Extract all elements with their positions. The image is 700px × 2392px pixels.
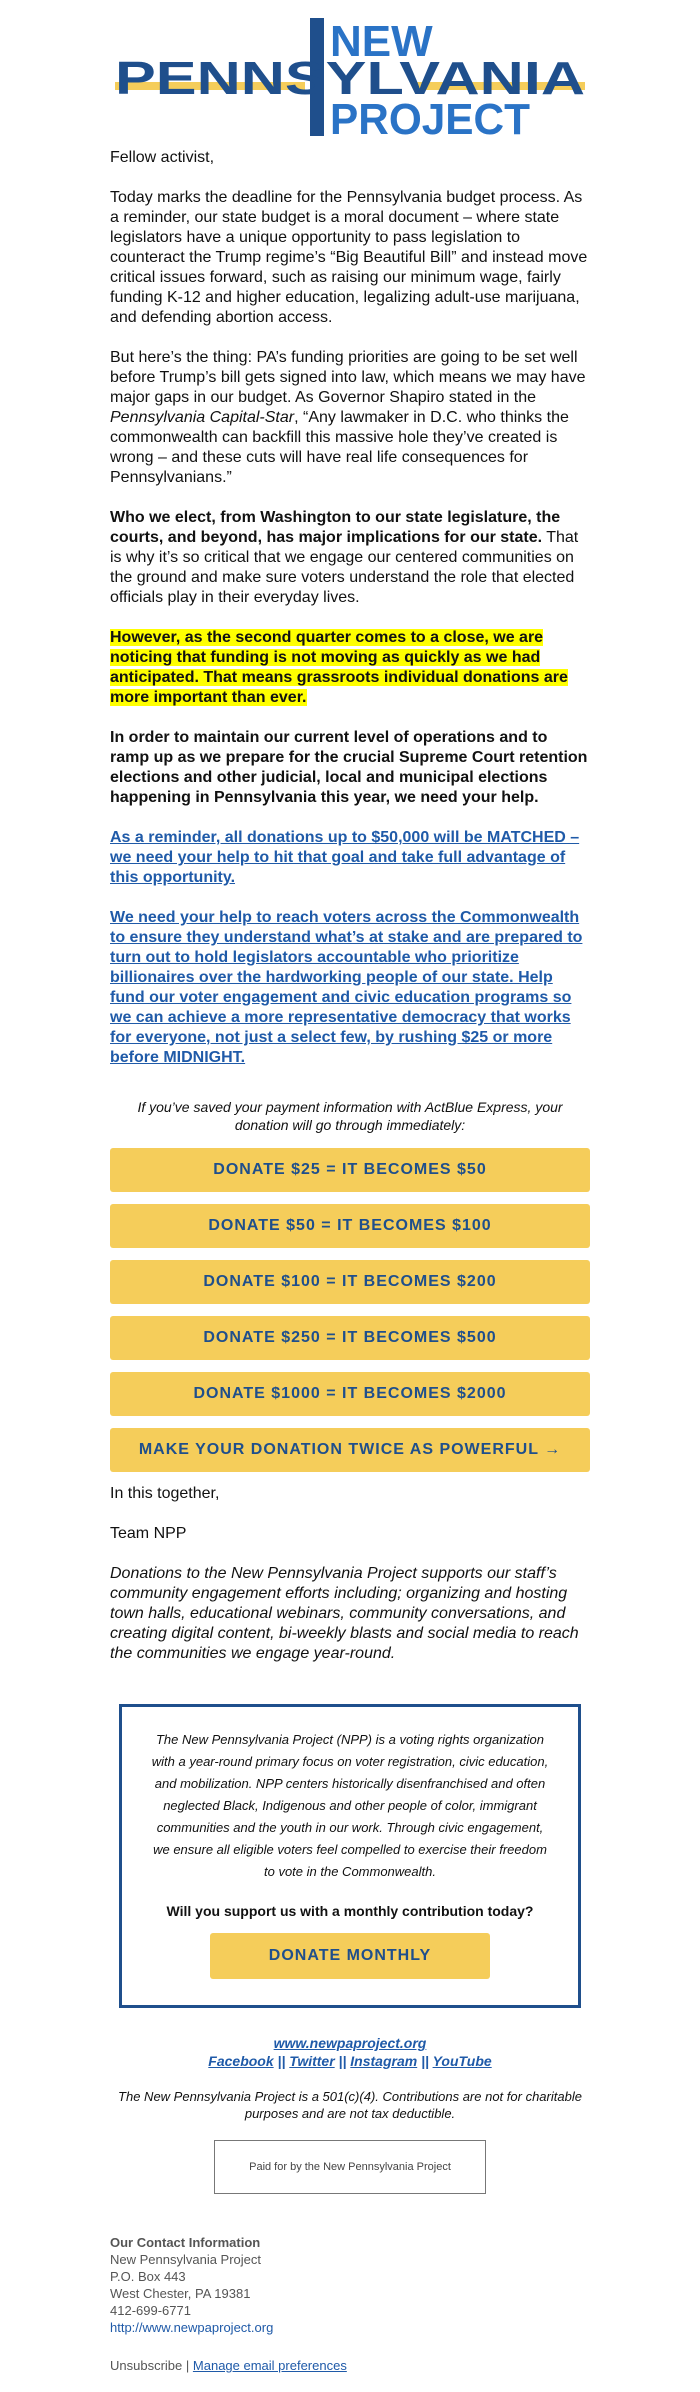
contact-website-link[interactable]: http://www.newpaproject.org [110, 2320, 274, 2335]
match-link[interactable]: As a reminder, all donations up to $50,000 will be MATCHED – we need your help to hit that goal and take full advantage of this opportunity. [110, 829, 580, 886]
legal-disclaimer: The New Pennsylvania Project is a 501(c)(4). Contributions are not for charitable purposes and are not tax deductible. [118, 2089, 582, 2121]
monthly-ask: Will you support us with a monthly contribution today? [166, 1903, 534, 1919]
contact-city: West Chester, PA 19381 [110, 2286, 251, 2301]
facebook-link[interactable]: Facebook [208, 2053, 274, 2069]
highlighted-text: However, as the second quarter comes to a close, we are noticing that funding is not moving as quickly as we had anticipated. That means grassroots individual donations are more important than ever. [110, 629, 568, 706]
org-description: The New Pennsylvania Project (NPP) is a voting rights organization with a year-round primary focus on voter registration, civic education, and mobilization. NPP centers historically disenfranchised and often neglected Black, Indigenous and other people of color, immigrant communities and the youth in our work. Through civic engagement, we ensure all eligible voters feel compelled to exercise their freedom to vote in the Commonwealth. [151, 1732, 549, 1879]
link-separator: || [421, 2053, 429, 2069]
email-body [0, 148, 700, 1664]
logo-new: NEW [330, 17, 433, 66]
donate-1000-button[interactable]: DONATE $1000 = IT BECOMES $2000 [110, 1372, 590, 1416]
footer-links [0, 2034, 700, 2070]
monthly-donation-box [119, 1704, 581, 2008]
footer [0, 2034, 700, 2194]
paragraph-reach-voters [110, 908, 590, 1068]
reach-voters-link[interactable]: We need your help to reach voters across the Commonwealth to ensure they understand what’s at stake and are prepared to turn out to hold legislators accountable who prioritize billionaires over the hardworking people of our state. Help fund our voter engagement and civic education programs so we can achieve a more representative democracy that works for everyone, not just a select few, by rushing $25 or more before MIDNIGHT. [110, 909, 583, 1066]
signature: Team NPP [110, 1525, 187, 1542]
paragraph-funding-part1: But here’s the thing: PA’s funding priorities are going to be set well before Trump’s bill gets signed into law, which means we may have major gaps in our budget. As Governor Shapiro stated in the [110, 349, 586, 406]
manage-preferences-link[interactable]: Manage email preferences [192, 2358, 347, 2373]
youtube-link[interactable]: YouTube [432, 2053, 492, 2069]
contact-org: New Pennsylvania Project [110, 2252, 262, 2267]
instagram-link[interactable]: Instagram [350, 2053, 418, 2069]
link-separator: || [277, 2053, 286, 2069]
twitter-link[interactable]: Twitter [289, 2053, 335, 2069]
donate-button-list [110, 1148, 590, 1472]
donate-50-button[interactable]: DONATE $50 = IT BECOMES $100 [110, 1204, 590, 1248]
contact-po-box: P.O. Box 443 [110, 2269, 186, 2284]
paragraph-elections-bold: Who we elect, from Washington to our state legislature, the courts, and beyond, has major implications for our state. [110, 509, 561, 546]
paid-for-box: Paid for by the New Pennsylvania Project [214, 2140, 486, 2194]
npp-logo-mark [115, 10, 585, 145]
npp-logo[interactable] [0, 0, 700, 148]
contact-information [0, 2234, 700, 2336]
contact-heading: Our Contact Information [110, 2235, 261, 2250]
paragraph-match [110, 828, 590, 888]
paragraph-funding [110, 348, 590, 488]
donate-25-button[interactable]: DONATE $25 = IT BECOMES $50 [110, 1148, 590, 1192]
donations-note: Donations to the New Pennsylvania Project supports our staff’s community engagement efforts including; organizing and hosting town halls, educational webinars, community conversations, and creating digital content, bi-weekly blasts and social media to reach the communities we engage year-round. [110, 1565, 579, 1662]
unsubscribe-text[interactable]: Unsubscribe [110, 2358, 183, 2373]
paragraph-budget: Today marks the deadline for the Pennsylvania budget process. As a reminder, our state budget is a moral document – where state legislators have a unique opportunity to pass legislation to counteract the Trump regime’s “Big Beautiful Bill” and instead move critical issues forward, such as raising our minimum wage, fairly funding K-12 and higher education, legalizing adult-use marijuana, and defending abortion access. [110, 189, 588, 326]
website-link[interactable]: www.newpaproject.org [273, 2035, 427, 2051]
donate-100-button[interactable]: DONATE $100 = IT BECOMES $200 [110, 1260, 590, 1304]
donate-twice-button[interactable]: MAKE YOUR DONATION TWICE AS POWERFUL → [110, 1428, 590, 1472]
paragraph-elections-rest: That is why it’s so critical that we engage our centered communities on the ground and make sure voters understand the role that elected officials play in their everyday lives. [110, 529, 579, 606]
logo-pennsylvania: PENNSYLVANIA [115, 52, 585, 104]
paragraph-highlight [110, 628, 590, 708]
link-separator: || [338, 2053, 347, 2069]
donate-monthly-button[interactable]: DONATE MONTHLY [210, 1933, 490, 1979]
paragraph-funding-part2: , “Any lawmaker in D.C. who thinks the commonwealth can backfill this massive hole they’ve created is wrong – and these cuts will have real life consequences for Pennsylvanians.” [110, 409, 569, 486]
contact-phone: 412-699-6771 [110, 2303, 191, 2318]
paragraph-need-help: In order to maintain our current level of operations and to ramp up as we prepare for the crucial Supreme Court retention elections and other judicial, local and municipal elections happening in Pennsylvania this year, we need your help. [110, 729, 588, 806]
unsubscribe-bar [0, 2358, 700, 2373]
publication-name: Pennsylvania Capital-Star [110, 409, 295, 426]
paragraph-elections [110, 508, 590, 608]
unsubscribe-separator: | [185, 2358, 190, 2373]
signoff: In this together, [110, 1485, 220, 1502]
greeting: Fellow activist, [110, 149, 215, 166]
logo-project: PROJECT [330, 95, 531, 144]
donate-250-button[interactable]: DONATE $250 = IT BECOMES $500 [110, 1316, 590, 1360]
actblue-express-note: If you’ve saved your payment information with ActBlue Express, your donation will go through immediately: [137, 1099, 563, 1133]
